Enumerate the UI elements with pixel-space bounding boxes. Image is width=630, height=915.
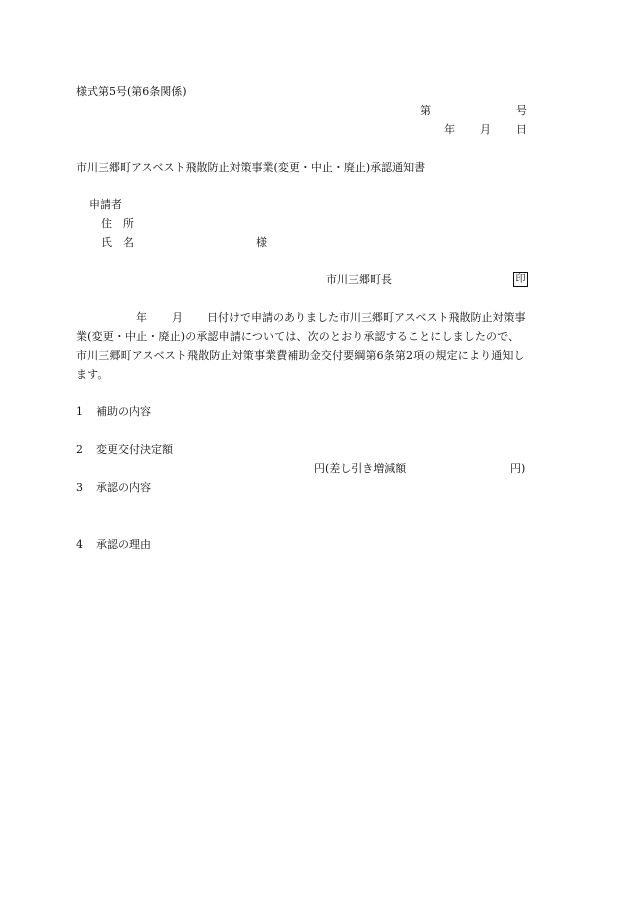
item-2-amount-text: 円(差し引き増減額: [314, 462, 407, 475]
body-month-label: 月: [172, 311, 183, 324]
item-1-number: 1: [76, 405, 83, 418]
item-2-label: 変更交付決定額: [96, 443, 173, 456]
date-day-label: 日: [516, 123, 527, 136]
body-line-1: 日付けで申請のありました市川三郷町アスベスト飛散防止対策事: [207, 311, 526, 324]
item-2-amount-end: 円): [510, 462, 526, 475]
body-line-3: 市川三郷町アスベスト飛散防止対策事業費補助金交付要綱第6条第2項の規定により通知し: [76, 349, 525, 362]
name-label: 氏 名: [101, 236, 134, 249]
seal-mark: 印: [513, 272, 528, 287]
date-year-label: 年: [444, 123, 455, 136]
applicant-heading: 申請者: [89, 198, 122, 211]
date-month-label: 月: [480, 123, 491, 136]
doc-number-suffix: 号: [516, 104, 527, 117]
item-4-number: 4: [76, 538, 83, 551]
form-number: 様式第5号(第6条関係): [76, 85, 187, 98]
item-4-label: 承認の理由: [96, 538, 151, 551]
issuer-name: 市川三郷町長: [326, 273, 392, 286]
body-line-2: 業(変更・中止・廃止)の承認申請については、次のとおり承認することにしましたので、: [76, 330, 520, 343]
body-year-label: 年: [136, 311, 147, 324]
document-title: 市川三郷町アスベスト飛散防止対策事業(変更・中止・廃止)承認通知書: [76, 161, 426, 174]
item-3-number: 3: [76, 481, 83, 494]
item-2-number: 2: [76, 443, 83, 456]
honorific: 様: [256, 236, 267, 249]
address-label: 住 所: [101, 217, 134, 230]
item-1-label: 補助の内容: [96, 405, 151, 418]
doc-number-prefix: 第: [420, 104, 431, 117]
body-line-4: ます。: [76, 368, 109, 381]
item-3-label: 承認の内容: [96, 481, 151, 494]
